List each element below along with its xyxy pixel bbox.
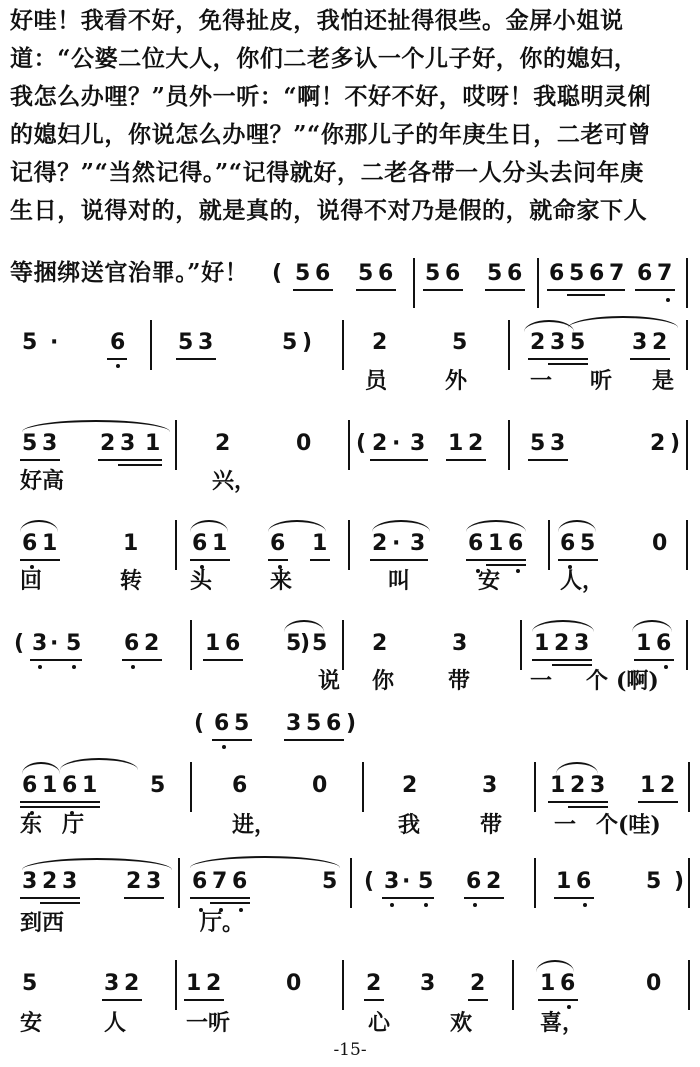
note: 3: [410, 531, 426, 556]
note: 6: [589, 261, 605, 286]
note: 2: [372, 631, 388, 656]
lyric: 安: [20, 1010, 43, 1036]
note: ): [674, 869, 685, 894]
lyric: 是: [652, 368, 675, 394]
note: 1: [488, 531, 504, 556]
note: 1: [212, 531, 228, 556]
note: 5: [286, 631, 302, 656]
note: 5: [282, 330, 298, 355]
lyric: 个: [586, 668, 609, 694]
note: 0: [646, 971, 662, 996]
note: 2: [206, 971, 222, 996]
note: 2: [554, 631, 570, 656]
lyric: 厅。: [200, 910, 245, 936]
note: 5: [312, 631, 328, 656]
note: 5: [570, 330, 586, 355]
note: ): [302, 330, 313, 355]
lyric: 东: [20, 812, 43, 838]
note: 5: [580, 531, 596, 556]
note: 6: [192, 531, 208, 556]
note: 6: [110, 330, 126, 355]
note: 2: [126, 869, 142, 894]
note: 3: [286, 711, 302, 736]
note: ·: [50, 330, 59, 355]
note: 6: [466, 869, 482, 894]
lyric: 带: [448, 668, 471, 694]
note: 1: [145, 431, 161, 456]
prose-line: 好哇！我看不好，免得扯皮，我怕还扯得很些。金屏小姐说: [10, 7, 624, 34]
note: 3: [62, 869, 78, 894]
note: 7: [212, 869, 228, 894]
lyric: 喜，: [540, 1010, 585, 1036]
note: 6: [637, 261, 653, 286]
note: 2: [530, 330, 546, 355]
note: 6: [468, 531, 484, 556]
note: 6: [22, 773, 38, 798]
note: ): [670, 431, 681, 456]
lyric: 兴，: [212, 468, 257, 494]
note: 7: [609, 261, 625, 286]
note: 5: [418, 869, 434, 894]
note: 5: [22, 971, 38, 996]
note: 6: [22, 531, 38, 556]
note: (: [272, 261, 283, 286]
note: 6: [378, 261, 394, 286]
note: 5: [358, 261, 374, 286]
note: 3: [104, 971, 120, 996]
note: 5: [306, 711, 322, 736]
lyric: (啊): [616, 668, 659, 694]
lyric: 个(哇): [596, 812, 661, 838]
note: ·: [50, 631, 59, 656]
note: 5: [530, 431, 546, 456]
lyric: 来: [270, 568, 293, 594]
prose-line: 生日，说得对的，就是真的，说得不对乃是假的，就命家下人: [10, 197, 648, 224]
prose-line: 道：“公婆二位大人，你们二老多认一个儿子好，你的媳妇，: [10, 45, 638, 72]
note: 2: [100, 431, 116, 456]
note: 6: [270, 531, 286, 556]
note: 6: [560, 971, 576, 996]
lyric: 厅: [62, 812, 85, 838]
note: 5: [295, 261, 311, 286]
lyric: 听: [590, 368, 613, 394]
note: ): [346, 711, 357, 736]
note: 0: [286, 971, 302, 996]
note: 2: [570, 773, 586, 798]
prose-line: 等捆绑送官治罪。”好！: [10, 259, 249, 286]
note: 3: [452, 631, 468, 656]
lyric: 好高: [20, 468, 65, 494]
note: 5: [569, 261, 585, 286]
note: 3: [32, 631, 48, 656]
note: 2: [42, 869, 58, 894]
note: 2: [372, 531, 388, 556]
lyric: 一: [530, 668, 553, 694]
lyric: 你: [372, 668, 395, 694]
note: 2: [372, 330, 388, 355]
note: 6: [232, 869, 248, 894]
note: 1: [205, 631, 221, 656]
note: (: [14, 631, 25, 656]
note: 1: [42, 773, 58, 798]
note: 5: [22, 431, 38, 456]
note: 2: [652, 330, 668, 355]
note: 2: [366, 971, 382, 996]
note: 6: [549, 261, 565, 286]
note: 0: [296, 431, 312, 456]
note: 1: [448, 431, 464, 456]
note: 6: [232, 773, 248, 798]
note: 5: [646, 869, 662, 894]
note: 6: [508, 531, 524, 556]
note: 2: [372, 431, 388, 456]
note: 5: [234, 711, 250, 736]
lyric: 员: [365, 368, 388, 394]
lyric: 人，: [560, 568, 605, 594]
note: 3: [590, 773, 606, 798]
note: 3: [482, 773, 498, 798]
note: 0: [312, 773, 328, 798]
lyric: 转: [120, 568, 143, 594]
note: 2: [402, 773, 418, 798]
lyric: 人: [104, 1010, 127, 1036]
note: 1: [556, 869, 572, 894]
note: 1: [534, 631, 550, 656]
prose-line: 的媳妇儿，你说怎么办哩？”“你那儿子的年庚生日，二老可曾: [10, 121, 652, 148]
note: 3: [146, 869, 162, 894]
note: 2: [470, 971, 486, 996]
note: 6: [315, 261, 331, 286]
note: 5: [322, 869, 338, 894]
note: 1: [540, 971, 556, 996]
lyric: 安: [478, 568, 501, 594]
note: ·: [392, 531, 401, 556]
note: 1: [42, 531, 58, 556]
note: 1: [186, 971, 202, 996]
note: 3: [42, 431, 58, 456]
lyric: 心: [368, 1010, 391, 1036]
note: 1: [550, 773, 566, 798]
note: 6: [507, 261, 523, 286]
note: 2: [650, 431, 666, 456]
page-number: -15-: [333, 1040, 367, 1060]
note: 3: [198, 330, 214, 355]
lyric: 到西: [20, 910, 65, 936]
note: 6: [656, 631, 672, 656]
note: 2: [468, 431, 484, 456]
note: 0: [652, 531, 668, 556]
note: 2: [215, 431, 231, 456]
note: 6: [445, 261, 461, 286]
lyric: 一: [554, 812, 577, 838]
lyric: 进，: [232, 812, 277, 838]
note: 6: [576, 869, 592, 894]
note: 6: [326, 711, 342, 736]
note: ·: [392, 431, 401, 456]
note: ·: [402, 869, 411, 894]
note: 2: [124, 971, 140, 996]
note: 5: [22, 330, 38, 355]
lyric: 欢: [450, 1010, 473, 1036]
note: 2: [486, 869, 502, 894]
lyric: 叫: [388, 568, 411, 594]
note: 6: [225, 631, 241, 656]
prose-line: 记得？”“当然记得。”“记得就好，二老各带一人分头去问年庚: [10, 159, 644, 186]
note: 1: [312, 531, 328, 556]
note: 5: [487, 261, 503, 286]
note: 5: [425, 261, 441, 286]
lyric: 回: [20, 568, 43, 594]
lyric: 头: [190, 568, 213, 594]
note: 6: [62, 773, 78, 798]
note: 6: [124, 631, 140, 656]
note: 7: [657, 261, 673, 286]
note: 3: [384, 869, 400, 894]
note: 5: [150, 773, 166, 798]
note: 3: [550, 330, 566, 355]
lyric: 我: [398, 812, 421, 838]
note: 6: [192, 869, 208, 894]
note: (: [364, 869, 375, 894]
note: 5: [452, 330, 468, 355]
note: 5: [178, 330, 194, 355]
note: 6: [560, 531, 576, 556]
lyric: 外: [445, 368, 468, 394]
note: (: [356, 431, 367, 456]
lyric: 说: [318, 668, 341, 694]
note: 6: [214, 711, 230, 736]
note: 3: [120, 431, 136, 456]
lyric: 一听: [186, 1010, 231, 1036]
note: 1: [636, 631, 652, 656]
note: ): [300, 631, 311, 656]
note: 3: [550, 431, 566, 456]
note: 1: [82, 773, 98, 798]
note: 5: [66, 631, 82, 656]
note: 2: [660, 773, 676, 798]
note: 3: [22, 869, 38, 894]
note: 2: [144, 631, 160, 656]
note: 3: [632, 330, 648, 355]
note: 3: [410, 431, 426, 456]
note: 1: [640, 773, 656, 798]
lyric: 一: [530, 368, 553, 394]
note: 1: [123, 531, 139, 556]
note: (: [194, 711, 205, 736]
note: 3: [420, 971, 436, 996]
prose-line: 我怎么办哩？”员外一听：“啊！不好不好，哎呀！我聪明灵俐: [10, 83, 652, 110]
note: 3: [574, 631, 590, 656]
lyric: 带: [480, 812, 503, 838]
